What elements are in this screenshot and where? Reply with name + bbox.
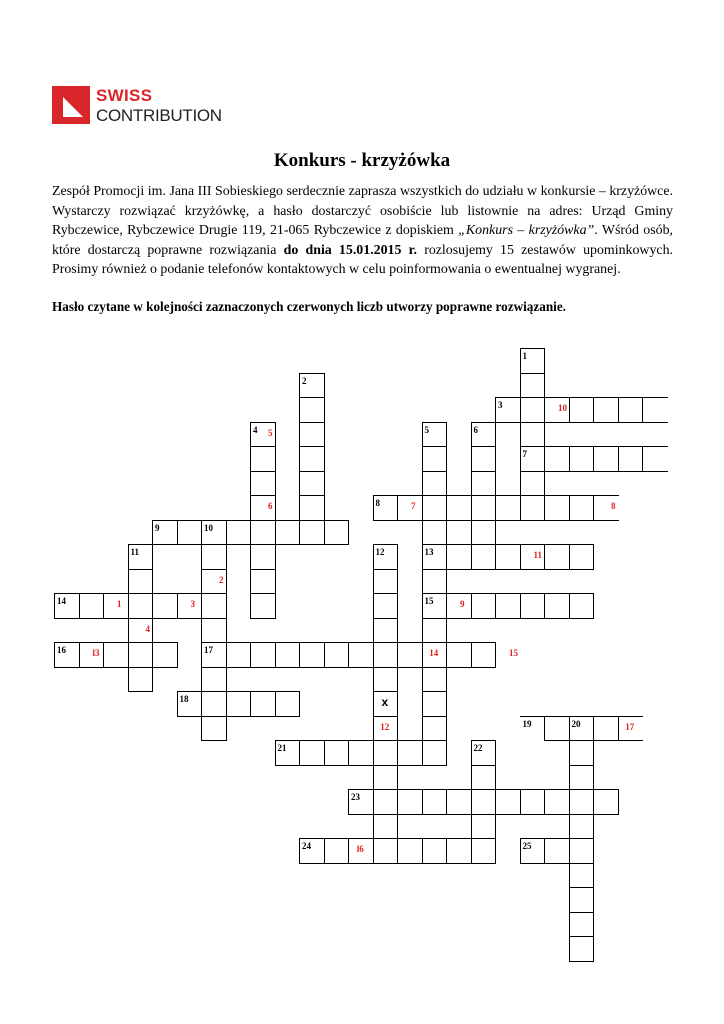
crossword-cell[interactable] [544,446,570,472]
crossword-cell[interactable] [128,593,154,619]
crossword-cell[interactable] [618,446,644,472]
crossword-cell[interactable] [373,814,399,840]
intro-text-1: Zespół Promocji im. Jana III Sobieskiego serdecznie zaprasza wszystkich do udziału w konkursie – krzyżówce. Wystarczy rozwiązać krzyżówkę, a hasło dostarczyć osobiście lub listownie na adres: Urząd Gminy Rybczewice, Rybczewice Drugie 119, 21-065 Rybczewice z dopiskiem [52,184,673,239]
swiss-contribution-logo [52,86,232,126]
crossword-cell[interactable] [299,422,325,448]
crossword-cell[interactable] [520,397,546,423]
solution-letter-number: 15 [509,648,518,658]
crossword-cell[interactable] [397,740,423,766]
solution-letter-number: l6 [356,844,364,854]
clue-number: 11 [130,547,140,557]
solution-letter-number: l3 [92,648,100,658]
intro-text-3: rozlosujemy 15 zestawów upominkowych. Prosimy również o podanie telefonów kontaktowych w celu poinformowania o ewentualnej wygranej. [52,242,673,278]
crossword-cell[interactable] [642,446,668,472]
intro-paragraph [52,182,673,280]
crossword-cell[interactable] [569,863,595,889]
crossword-cell[interactable] [642,397,668,423]
logo-word-contribution: CONTRIBUTION [96,106,222,125]
crossword-cell[interactable] [422,789,448,815]
crossword-cell[interactable] [422,716,448,742]
clue-number: 25 [522,841,532,851]
crossword-cell[interactable] [422,740,448,766]
crossword-cell[interactable] [446,495,472,521]
crossword-cell[interactable] [569,765,595,791]
crossword-cell[interactable] [348,642,374,668]
crossword-cell[interactable] [422,471,448,497]
crossword-cell[interactable] [544,593,570,619]
crossword-cell[interactable] [569,838,595,864]
crossword-cell[interactable] [569,397,595,423]
crossword-cell[interactable] [373,569,399,595]
crossword-cell[interactable] [495,789,521,815]
crossword-cell[interactable] [128,642,154,668]
crossword-cell[interactable] [471,838,497,864]
crossword-cell[interactable] [471,446,497,472]
crossword-cell[interactable] [152,593,178,619]
clue-number: 16 [57,645,66,655]
crossword-cell[interactable] [348,740,374,766]
crossword-cell[interactable] [299,397,325,423]
crossword-cell[interactable] [569,887,595,913]
solution-letter-number: 7 [411,501,416,511]
crossword-cell[interactable] [471,765,497,791]
solution-instruction: Hasło czytane w kolejności zaznaczonych czerwonych liczb utworzy poprawne rozwiązanie. [52,299,566,314]
solution-letter-number: 2 [219,574,224,585]
crossword-cell[interactable] [373,789,399,815]
crossword-cell[interactable] [422,495,448,521]
crossword-cell[interactable] [201,667,227,693]
solution-letter-number: 6 [268,501,273,511]
crossword-cell[interactable] [201,544,227,570]
crossword-cell[interactable] [471,520,497,546]
crossword-cell[interactable] [152,642,178,668]
clue-number: 24 [302,841,311,851]
clue-number: 8 [375,498,380,508]
crossword-cell[interactable] [373,642,399,668]
solution-letter-number: 11 [533,550,543,560]
crossword-cell[interactable] [79,593,105,619]
crossword-cell[interactable] [373,618,399,644]
crossword-cell[interactable] [373,838,399,864]
crossword-cell[interactable] [275,691,301,717]
blocked-cell-mark: x [381,695,389,709]
clue-number: 2 [302,375,307,386]
crossword-cell[interactable] [299,471,325,497]
solution-letter-number: 1 [117,599,122,609]
crossword-cell[interactable] [226,691,252,717]
crossword-cell[interactable] [422,446,448,472]
crossword-cell[interactable] [569,936,595,962]
page-title: Konkurs - krzyżówka [273,150,451,171]
crossword-cell[interactable] [569,789,595,815]
crossword-cell[interactable] [544,495,570,521]
crossword-cell[interactable] [250,691,276,717]
intro-text-2: . Wśród osób, które dostarczą poprawne rozwiązania [52,223,673,258]
crossword-cell[interactable] [569,912,595,938]
clue-number: 10 [204,522,213,533]
crossword-cell[interactable] [520,789,546,815]
crossword-cell[interactable] [471,495,497,521]
crossword-cell[interactable] [495,544,521,570]
crossword-cell[interactable] [299,740,325,766]
crossword-cell[interactable] [103,642,129,668]
crossword-cell[interactable] [250,642,276,668]
crossword-cell[interactable] [471,593,497,619]
intro-quote: „Konkurs – krzyżówka” [458,223,595,239]
crossword-cell[interactable] [324,520,350,546]
clue-number: 4 [253,424,258,435]
crossword-cell[interactable] [201,691,227,717]
crossword-cell[interactable] [544,716,570,742]
clue-number: 20 [571,718,581,729]
clue-number: 22 [473,743,483,753]
clue-number: 1 [522,351,527,361]
crossword-cell[interactable] [593,397,619,423]
crossword-cell[interactable] [446,838,472,864]
clue-number: 9 [155,522,160,533]
crossword-cell[interactable] [201,593,227,619]
clue-number: 19 [522,718,532,729]
crossword-cell[interactable] [471,789,497,815]
crossword-cell[interactable] [422,691,448,717]
crossword-cell[interactable] [593,716,619,742]
solution-letter-number: 12 [380,721,390,732]
crossword-cell[interactable] [544,789,570,815]
crossword-cell[interactable] [275,642,301,668]
crossword-cell[interactable] [422,520,448,546]
crossword-cell[interactable] [275,520,301,546]
crossword-cell[interactable] [299,495,325,521]
swiss-contribution-logo-mark [52,86,90,124]
crossword-cell[interactable] [128,667,154,693]
crossword-cell[interactable] [226,642,252,668]
crossword-cell[interactable] [324,740,350,766]
solution-letter-number: 5 [268,427,273,438]
crossword-cell[interactable] [569,814,595,840]
crossword-cell[interactable] [569,593,595,619]
crossword-cell[interactable] [373,593,399,619]
clue-number: 18 [179,694,189,704]
solution-letter-number: 3 [190,599,195,609]
crossword-cell[interactable] [201,716,227,742]
intro-deadline: do dnia 15.01.2015 r. [283,242,417,258]
crossword-cell[interactable] [422,618,448,644]
crossword-cell[interactable] [250,544,276,570]
crossword-cell[interactable] [544,838,570,864]
crossword-cell[interactable] [250,569,276,595]
crossword-cell[interactable] [495,593,521,619]
crossword-cell[interactable] [446,544,472,570]
crossword-cell[interactable] [250,446,276,472]
crossword-cell[interactable] [471,471,497,497]
crossword-cell[interactable] [569,544,595,570]
crossword-cell[interactable] [373,765,399,791]
crossword-cell[interactable] [618,397,644,423]
crossword-cell[interactable] [471,642,497,668]
crossword-cell[interactable] [495,495,521,521]
clue-number: 7 [522,449,527,459]
crossword-cell[interactable] [201,618,227,644]
solution-letter-number: 14 [429,648,439,658]
crossword-cell[interactable] [397,838,423,864]
crossword-cell[interactable] [471,814,497,840]
crossword-cell[interactable] [177,520,203,546]
crossword-cell[interactable] [569,495,595,521]
crossword-cell[interactable] [299,520,325,546]
crossword-cell[interactable] [397,642,423,668]
clue-number: 13 [424,547,434,557]
crossword-cell[interactable] [520,373,546,399]
crossword-cell[interactable] [397,789,423,815]
crossword-cell[interactable] [520,471,546,497]
crossword-cell[interactable] [299,642,325,668]
crossword-cell[interactable] [569,446,595,472]
clue-number: 6 [473,424,478,435]
crossword-cell[interactable] [471,544,497,570]
crossword-cell[interactable] [250,593,276,619]
solution-letter-number: 9 [460,599,465,609]
crossword-cell[interactable] [593,446,619,472]
clue-number: 14 [57,596,66,606]
crossword-cell[interactable] [324,642,350,668]
clue-number: 5 [424,424,429,435]
clue-number: 15 [424,596,434,606]
clue-number: 23 [351,792,360,802]
clue-number: 21 [277,743,287,753]
crossword-cell[interactable] [446,789,472,815]
solution-letter-number: 8 [611,501,616,511]
crossword-cell[interactable] [569,740,595,766]
crossword-cell[interactable] [226,520,252,546]
clue-number: 12 [375,547,385,557]
crossword-cell[interactable] [520,593,546,619]
crossword-cell[interactable] [373,667,399,693]
clue-number: 3 [498,400,503,410]
crossword-cell[interactable] [250,520,276,546]
crossword-cell[interactable] [299,446,325,472]
crossword-cell[interactable] [544,544,570,570]
crossword-cell[interactable] [422,838,448,864]
crossword-cell[interactable] [324,838,350,864]
crossword-cell[interactable] [373,740,399,766]
crossword-cell[interactable] [250,471,276,497]
crossword-cell[interactable] [593,789,619,815]
solution-letter-number: 10 [558,403,567,413]
crossword-cell[interactable] [520,495,546,521]
solution-letter-number: 17 [625,721,635,732]
crossword-cell[interactable] [446,642,472,668]
solution-letter-number: 4 [145,623,150,634]
clue-number: 17 [204,645,213,655]
crossword-cell[interactable] [422,569,448,595]
crossword-cell[interactable] [422,667,448,693]
crossword-cell[interactable] [128,569,154,595]
crossword-cell[interactable] [520,422,546,448]
logo-word-swiss: SWISS [96,86,153,105]
